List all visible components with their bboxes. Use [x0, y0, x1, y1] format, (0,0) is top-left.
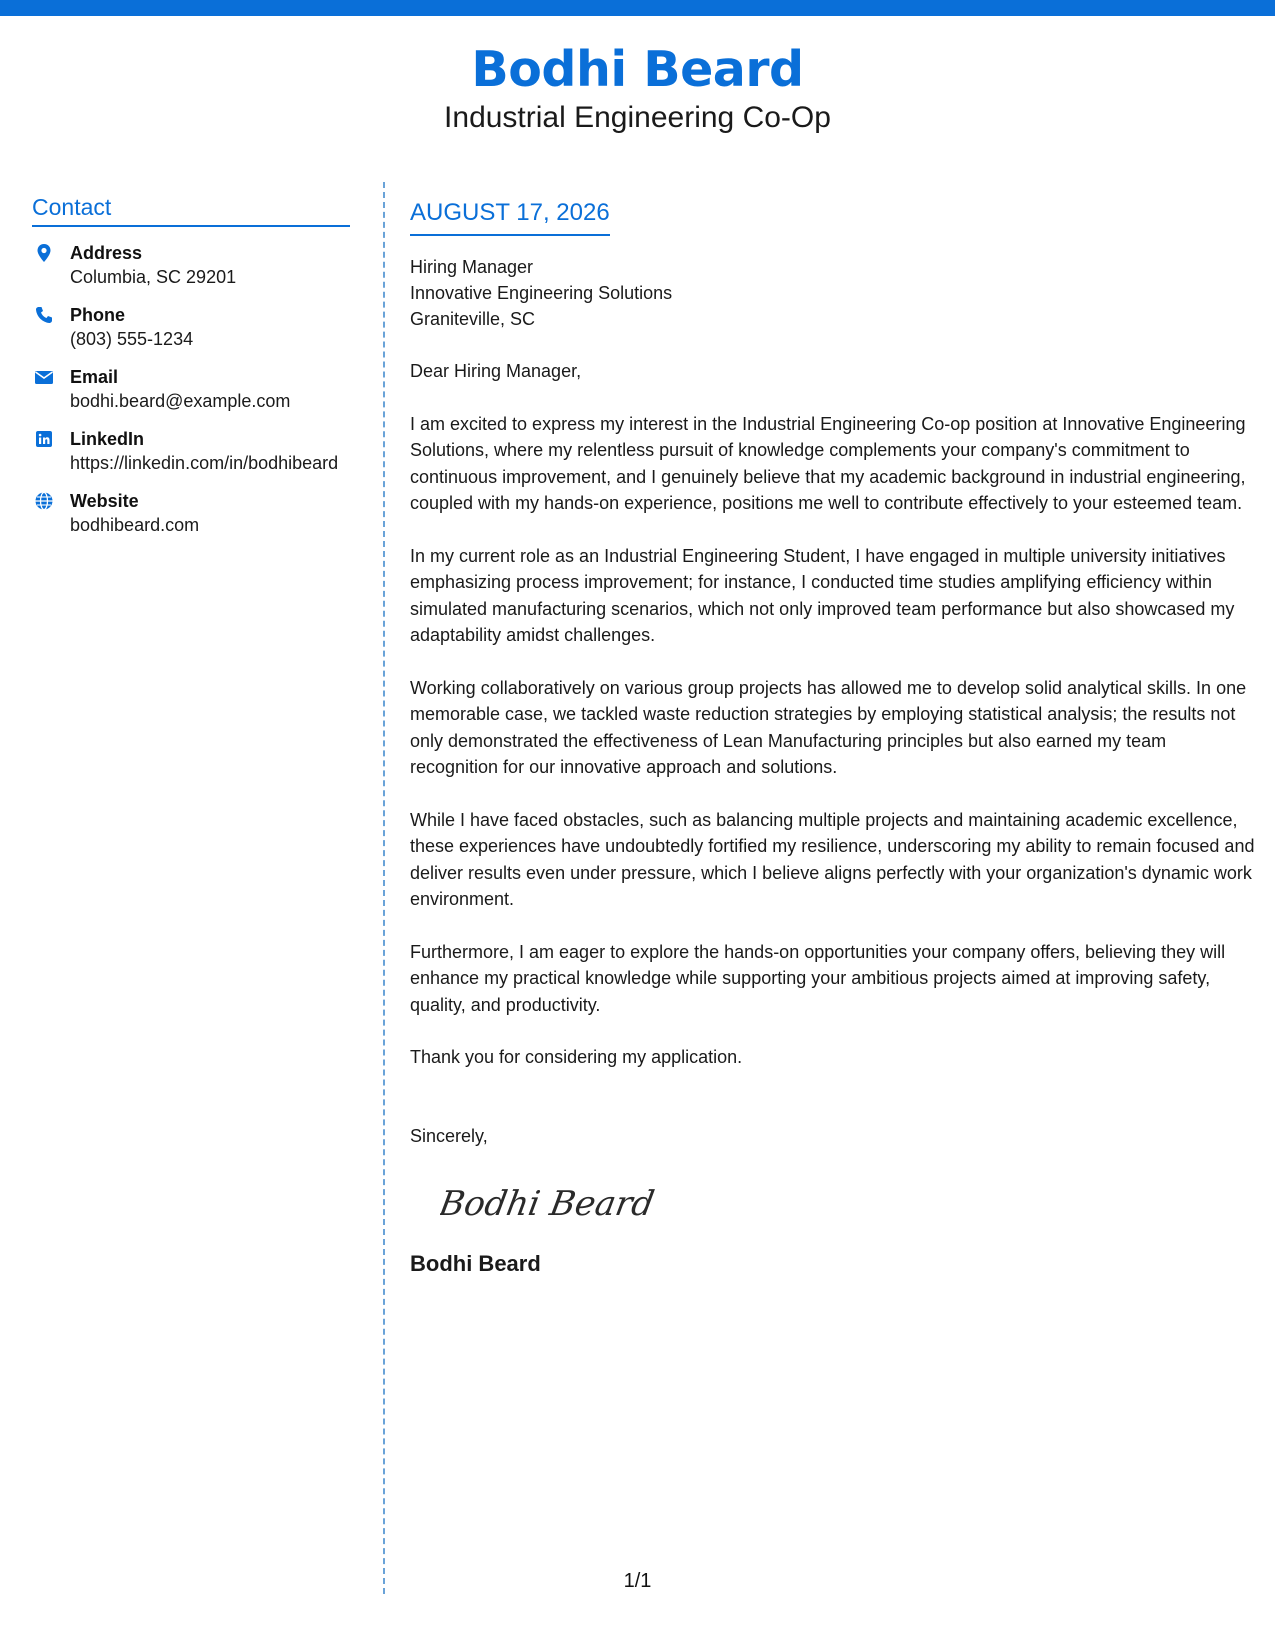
paragraph: While I have faced obstacles, such as balancing multiple projects and maintaining academic excellence, these experiences have undoubtedly fortified my resilience, underscoring my ability to remain focused and deliver results even under pressure, which I believe aligns perfectly with your organization's dynamic work environment. [410, 809, 1255, 909]
resume-header [0, 40, 1275, 136]
top-accent-bar [0, 0, 1275, 16]
contact-label: Address [70, 243, 143, 263]
map-pin-icon [34, 243, 54, 263]
paragraph: In my current role as an Industrial Engineering Student, I have engaged in multiple university initiatives emphasizing process improvement; for instance, I conducted time studies amplifying efficiency within simulated manufacturing scenarios, which not only improved team performance but also showcased my adaptability amidst challenges. [410, 545, 1235, 645]
globe-icon [34, 491, 54, 511]
phone-value: (803) 555-1234 [70, 329, 194, 349]
contact-website [32, 489, 352, 537]
page-number: 1/1 [623, 1570, 652, 1592]
contact-address [32, 241, 352, 289]
recipient-block [410, 254, 1255, 332]
recipient-line: Graniteville, SC [410, 309, 536, 329]
signature-text: Bodhi Beard [440, 1184, 658, 1224]
paragraph: Furthermore, I am eager to explore the hands-on opportunities your company offers, believing they will enhance my practical knowledge while supporting your ambitious projects aimed at improving safety, quality, and productivity. [410, 941, 1226, 1015]
linkedin-icon [34, 429, 54, 449]
signer-name: Bodhi Beard [410, 1251, 541, 1276]
phone-icon [34, 305, 54, 325]
closing: Sincerely, [410, 1125, 488, 1146]
address-value: Columbia, SC 29201 [70, 267, 237, 287]
column-divider [383, 182, 385, 1594]
salutation: Dear Hiring Manager, [410, 361, 582, 381]
contact-label: Email [70, 367, 119, 387]
contact-sidebar [32, 194, 352, 537]
contact-label: LinkedIn [70, 429, 145, 449]
contact-phone [32, 303, 352, 351]
paragraph: Working collaboratively on various group projects has allowed me to develop solid analytical skills. In one memorable case, we tackled waste reduction strategies by employing statistical analysis; the results not only demonstrated the effectiveness of Lean Manufacturing principles but also earned my team recognition for our innovative approach and solutions. [410, 677, 1247, 777]
contact-email [32, 365, 352, 413]
contact-linkedin [32, 427, 352, 475]
contact-heading: Contact [32, 194, 350, 227]
applicant-role: Industrial Engineering Co-Op [444, 101, 831, 134]
paragraph: I am excited to express my interest in the Industrial Engineering Co-op position at Innovative Engineering Solutions, where my relentless pursuit of knowledge complements your company's commitment to continuous improvement, and I genuinely believe that my academic background in industrial engineering, coupled with my hands-on experience, positions me well to contribute effectively to your esteemed team. [410, 413, 1246, 513]
envelope-icon [34, 367, 54, 387]
website-value[interactable]: bodhibeard.com [70, 515, 200, 535]
contact-label: Website [70, 491, 139, 511]
recipient-line: Hiring Manager [410, 257, 534, 277]
recipient-line: Innovative Engineering Solutions [410, 283, 673, 303]
letter-body [410, 198, 1255, 1278]
email-value[interactable]: bodhi.beard@example.com [70, 391, 291, 411]
linkedin-value[interactable]: https://linkedin.com/in/bodhibeard [70, 453, 339, 473]
applicant-name: Bodhi Beard [471, 41, 804, 98]
handwritten-signature [440, 1179, 1255, 1229]
contact-label: Phone [70, 305, 126, 325]
paragraph: Thank you for considering my application. [410, 1047, 743, 1067]
letter-date: AUGUST 17, 2026 [410, 198, 610, 236]
